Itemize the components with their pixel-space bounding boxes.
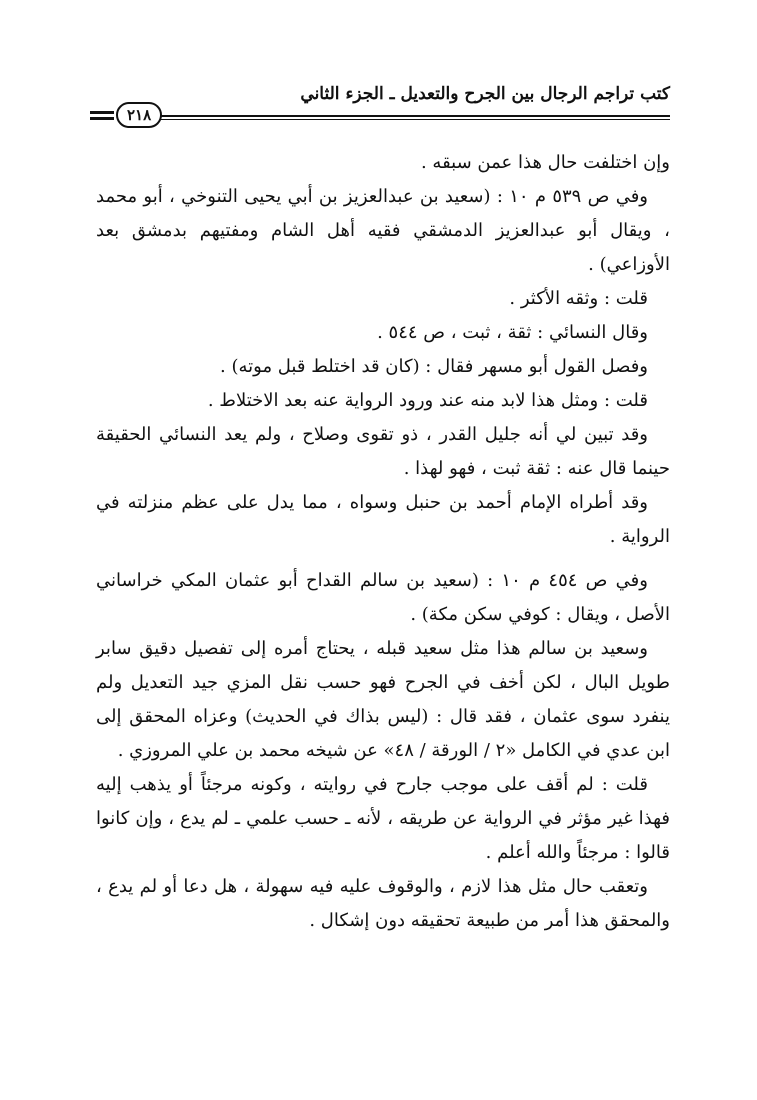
body-text — [96, 146, 670, 938]
paragraph: وتعقب حال مثل هذا لازم ، والوقوف عليه فيه سهولة ، هل دعا أو لم يدع ، والمحقق هذا أمر من طبيعة تحقيقه دون إشكال . — [96, 876, 670, 931]
paragraph: وسعيد بن سالم هذا مثل سعيد قبله ، يحتاج أمره إلى تفصيل دقيق سابر طويل البال ، لكن أخف في الجرح فهو حسب نقل المزي جيد التعديل ولم ينفرد سوى عثمان ، فقد قال : (ليس بذاك في الحديث) وعزاه المحقق إلى ابن عدي في الكامل «٢ / الورقة / ٤٨» عن شيخه محمد بن علي المروزي . — [96, 638, 670, 761]
paragraph: وفصل القول أبو مسهر فقال : (كان قد اختلط قبل موته) . — [220, 356, 648, 377]
paragraph: قلت : ومثل هذا لابد منه عند ورود الرواية عنه بعد الاختلاط . — [207, 390, 648, 411]
paragraph: قلت : لم أقف على موجب جارح في روايته ، وكونه مرجئاً أو يذهب إليه فهذا غير مؤثر في الرواية عن طريقه ، لأنه ـ حسب علمي ـ لم يدع ، وإن كانوا قالوا : مرجئاً والله أعلم . — [96, 774, 670, 863]
paragraph: وإن اختلفت حال هذا عمن سبقه . — [420, 152, 670, 173]
paragraph: وفي ص ٥٣٩ م ١٠ : (سعيد بن عبدالعزيز بن أبي يحيى التنوخي ، أبو محمد ، ويقال أبو عبدالعزيز الدمشقي فقيه أهل الشام ومفتيهم بدمشق بعد الأوزاعي) . — [96, 186, 670, 275]
running-title: كتب تراجم الرجال بين الجرح والتعديل ـ الجزء الثاني — [300, 84, 670, 104]
page-number: ٢١٨ — [116, 102, 162, 128]
page-number-badge — [90, 102, 162, 128]
header-rule-thin — [160, 119, 670, 120]
paragraph: وقال النسائي : ثقة ، ثبت ، ص ٥٤٤ . — [377, 322, 648, 343]
paragraph: وقد أطراه الإمام أحمد بن حنبل وسواه ، مما يدل على عظم منزلته في الرواية . — [96, 492, 670, 547]
page-header — [90, 84, 670, 130]
header-rule — [160, 115, 670, 117]
paragraph: قلت : وثقه الأكثر . — [509, 288, 648, 309]
paragraph: وفي ص ٤٥٤ م ١٠ : (سعيد بن سالم القداح أبو عثمان المكي خراساني الأصل ، ويقال : كوفي سكن مكة) . — [96, 570, 670, 625]
paragraph: وقد تبين لي أنه جليل القدر ، ذو تقوى وصلاح ، ولم يعد النسائي الحقيقة حينما قال عنه : ثقة ثبت ، فهو لهذا . — [96, 424, 670, 479]
badge-decorative-lines — [90, 111, 114, 120]
